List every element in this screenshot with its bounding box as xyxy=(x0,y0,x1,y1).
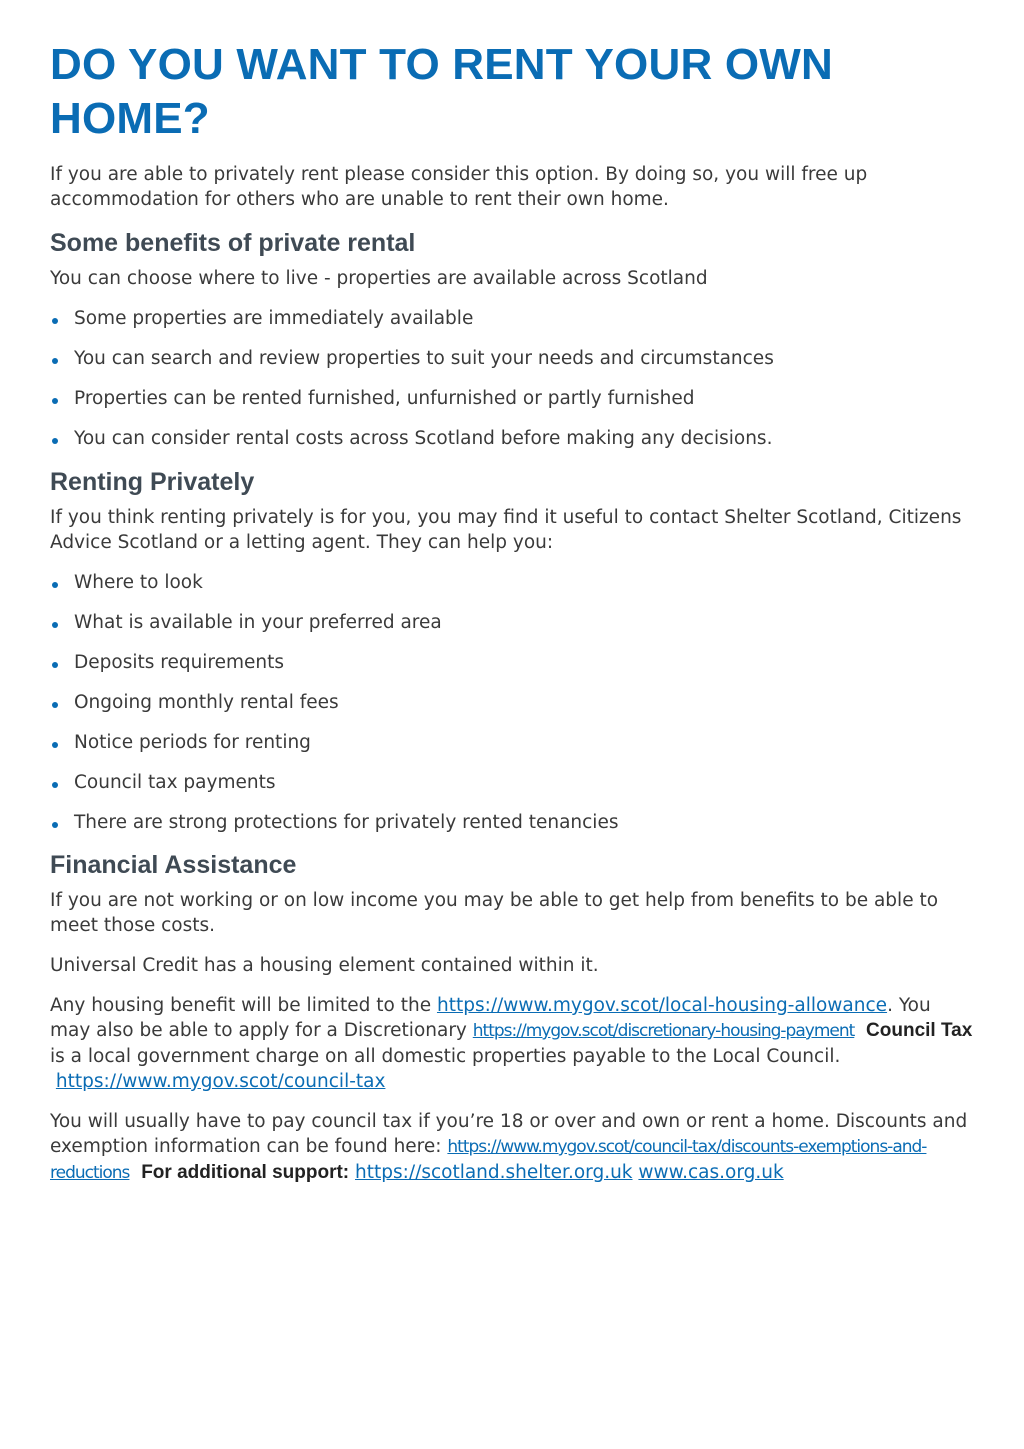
bullet-icon xyxy=(52,622,58,628)
list-item: There are strong protections for privately rented tenancies xyxy=(50,810,974,835)
list-item: Council tax payments xyxy=(50,770,974,795)
renting-heading: Renting Privately xyxy=(50,468,255,496)
benefits-heading: Some benefits of private rental xyxy=(50,229,416,257)
financial-paragraph-3: Any housing benefit will be limited to the https://www.mygov.scot/local-housing-allowance. You may also be able to apply for a Discretionary https://mygov.scot/discretionary-housing-payment Council Tax is a local government charge on all domestic properties payable to the Local Council. https://www.mygov.scot/council-tax xyxy=(50,995,973,1092)
bullet-icon xyxy=(52,742,58,748)
benefits-lead: You can choose where to live - properties are available across Scotland xyxy=(50,268,708,289)
list-item: Deposits requirements xyxy=(50,650,974,675)
list-item: Properties can be rented furnished, unfurnished or partly furnished xyxy=(50,386,974,411)
bullet-icon xyxy=(52,702,58,708)
bullet-icon xyxy=(52,358,58,364)
intro-paragraph: If you are able to privately rent please consider this option. By doing so, you will free up accommodation for others who are unable to rent their own home. xyxy=(50,164,868,210)
page-title: DO YOU WANT TO RENT YOUR OWN HOME? xyxy=(50,40,833,143)
bullet-icon xyxy=(52,822,58,828)
discounts-exemptions-link[interactable]: https://www.mygov.scot/council-tax/discounts-exemptions-and-reductions xyxy=(50,1137,927,1183)
bullet-icon xyxy=(52,582,58,588)
bullet-icon xyxy=(52,782,58,788)
additional-support-label: For additional support: xyxy=(141,1162,350,1183)
list-item: What is available in your preferred area xyxy=(50,610,974,635)
financial-heading: Financial Assistance xyxy=(50,851,297,879)
council-tax-link[interactable]: https://www.mygov.scot/council-tax xyxy=(55,1071,386,1092)
bullet-icon xyxy=(52,318,58,324)
list-item: Ongoing monthly rental fees xyxy=(50,690,974,715)
financial-paragraph-4: You will usually have to pay council tax if you’re 18 or over and own or rent a home. Discounts and exemption information can be found here: https://www.mygov.scot/council-tax/discounts-exemptions-and-reductions For additional support: https://scotland.shelter.org.uk www.cas.org.uk xyxy=(50,1111,968,1183)
shelter-scotland-link[interactable]: https://scotland.shelter.org.uk xyxy=(355,1162,633,1183)
bullet-icon xyxy=(52,398,58,404)
financial-paragraph-2: Universal Credit has a housing element contained within it. xyxy=(50,955,599,976)
list-item: Where to look xyxy=(50,570,974,595)
cas-link[interactable]: www.cas.org.uk xyxy=(638,1162,784,1183)
renting-list xyxy=(50,570,974,835)
bullet-icon xyxy=(52,438,58,444)
list-item: You can consider rental costs across Scotland before making any decisions. xyxy=(50,426,974,451)
local-housing-allowance-link[interactable]: https://www.mygov.scot/local-housing-allowance xyxy=(436,995,888,1016)
list-item: You can search and review properties to suit your needs and circumstances xyxy=(50,346,974,371)
discretionary-housing-payment-link[interactable]: https://mygov.scot/discretionary-housing-payment xyxy=(472,1021,855,1041)
list-item: Some properties are immediately available xyxy=(50,306,974,331)
council-tax-label: Council Tax xyxy=(866,1020,973,1041)
financial-paragraph-1: If you are not working or on low income you may be able to get help from benefits to be able to meet those costs. xyxy=(50,890,939,936)
benefits-list xyxy=(50,306,974,451)
list-item: Notice periods for renting xyxy=(50,730,974,755)
renting-lead: If you think renting privately is for you, you may find it useful to contact Shelter Scotland, Citizens Advice Scotland or a letting agent. They can help you: xyxy=(50,507,962,553)
bullet-icon xyxy=(52,662,58,668)
